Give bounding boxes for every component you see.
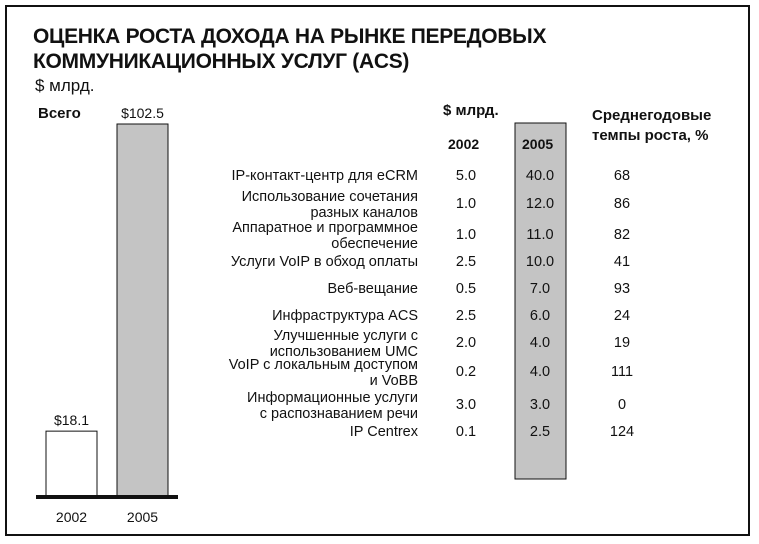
growth-rate-value: 111 — [610, 364, 634, 380]
value-2002: 1.0 — [455, 227, 477, 243]
value-2005: 3.0 — [529, 397, 551, 413]
service-label-line: Улучшенные услуги с — [273, 328, 418, 344]
growth-rate-header-line-1: Среднегодовые — [592, 107, 712, 124]
service-label — [350, 424, 418, 440]
service-label — [231, 254, 418, 270]
value-2005: 11.0 — [526, 227, 554, 243]
x-tick-label-2005: 2005 — [126, 509, 159, 525]
growth-rate-value: 82 — [613, 227, 631, 243]
value-2005: 2.5 — [529, 424, 551, 440]
unit-label: $ млрд. — [35, 76, 95, 95]
column-header-2005: 2005 — [522, 136, 554, 152]
service-label-line: Использование сочетания — [241, 189, 418, 205]
service-label-line: разных каналов — [310, 205, 418, 221]
service-label-line: использованием UMC — [269, 344, 418, 360]
growth-rate-value: 19 — [613, 335, 631, 351]
bar-value-label-2005: $102.5 — [121, 105, 164, 121]
value-2002: 0.1 — [455, 424, 477, 440]
x-tick-label-2002: 2002 — [55, 509, 88, 525]
service-label — [272, 308, 418, 324]
growth-rate-value: 124 — [609, 424, 635, 440]
service-label — [328, 281, 418, 297]
value-2002: 2.0 — [455, 335, 477, 351]
growth-rate-header — [592, 106, 711, 146]
service-label — [270, 328, 418, 360]
value-2005: 40.0 — [525, 168, 555, 184]
service-label — [229, 357, 418, 389]
growth-rate-value: 41 — [613, 254, 631, 270]
value-2005: 6.0 — [529, 308, 551, 324]
value-2002: 2.5 — [455, 254, 477, 270]
service-label-line: Инфраструктура ACS — [272, 308, 418, 324]
growth-rate-value: 93 — [613, 281, 631, 297]
growth-rate-value: 0 — [617, 397, 627, 413]
growth-rate-header-line-2: темпы роста, % — [592, 127, 709, 144]
bar-2002 — [46, 431, 97, 497]
growth-rate-value: 68 — [613, 168, 631, 184]
value-2002: 0.5 — [455, 281, 477, 297]
service-label-line: IP Centrex — [349, 424, 418, 440]
service-label-line: с распознаванием речи — [259, 406, 418, 422]
service-label-line: Услуги VoIP в обход оплаты — [230, 254, 418, 270]
table-unit-header: $ млрд. — [443, 102, 499, 119]
service-label-line: Информационные услуги — [247, 390, 418, 406]
service-label — [232, 220, 418, 252]
value-2005: 4.0 — [529, 335, 551, 351]
value-2005: 12.0 — [525, 196, 555, 212]
value-2002: 1.0 — [455, 196, 477, 212]
value-2002: 0.2 — [455, 364, 477, 380]
bar-value-label-2002: $18.1 — [53, 412, 90, 429]
service-label — [232, 168, 418, 184]
service-label-line: Веб-вещание — [327, 281, 418, 297]
service-label-line: обеспечение — [331, 236, 418, 252]
growth-rate-value: 86 — [613, 196, 631, 212]
bar-2005 — [117, 124, 168, 497]
growth-rate-value: 24 — [613, 308, 631, 324]
chart-title-line-2: КОММУНИКАЦИОННЫХ УСЛУГ (ACS) — [33, 50, 410, 73]
value-2002: 2.5 — [455, 308, 477, 324]
service-label-line: и VoBB — [369, 373, 418, 389]
total-bar-chart-title: Всего — [38, 105, 81, 122]
service-label-line: IP-контакт-центр для eCRM — [231, 168, 418, 184]
value-2005: 7.0 — [529, 281, 551, 297]
service-label — [242, 189, 418, 221]
column-header-2002: 2002 — [448, 136, 480, 152]
service-label-line: Аппаратное и программное — [232, 220, 418, 236]
service-label-line: VoIP с локальным доступом — [228, 357, 418, 373]
value-2005: 4.0 — [529, 364, 551, 380]
value-2005: 10.0 — [525, 254, 555, 270]
service-label — [247, 390, 418, 422]
value-2002: 3.0 — [455, 397, 477, 413]
chart-title-line-1: ОЦЕНКА РОСТА ДОХОДА НА РЫНКЕ ПЕРЕДОВЫХ — [33, 25, 547, 48]
value-2002: 5.0 — [455, 168, 477, 184]
